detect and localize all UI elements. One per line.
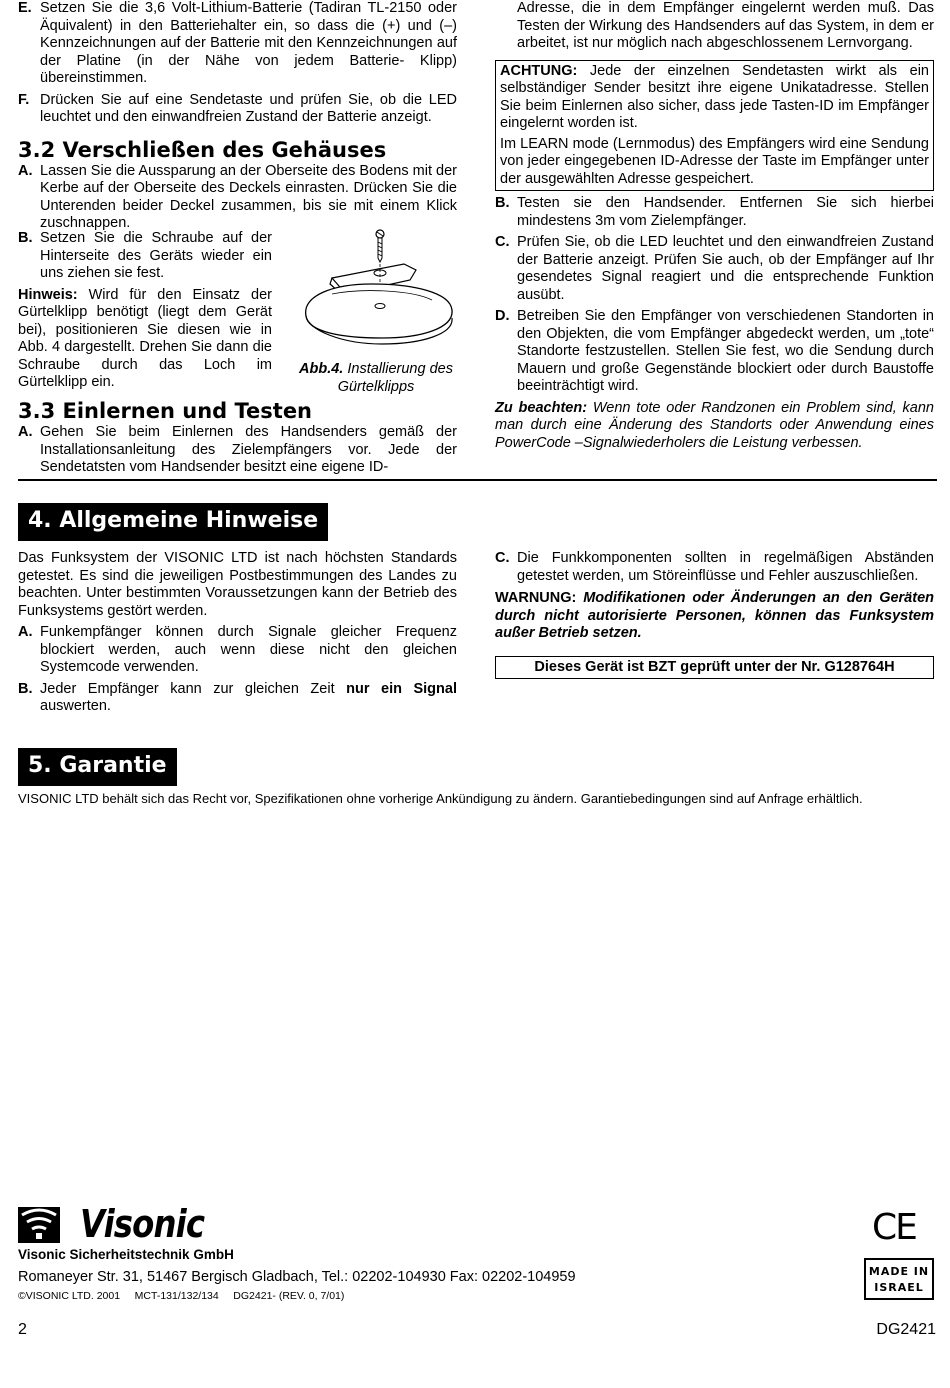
note-label: Zu beachten: [495,399,588,416]
section-4-right [495,550,934,679]
belt-clip-illustration [292,226,460,356]
figure-caption [292,360,460,396]
learn-paragraph: Im LEARN mode (Lernmodus) des Empfängers wird eine Sendung von jeder eingegebenen ID-Adresse der Taste im Empfänger unter der ausgewählten Adresse gespeichert. [500,135,929,187]
figure-caption-label: Abb.4. [299,361,344,377]
step-e [18,0,457,88]
warnung-label: WARNUNG: [495,590,577,606]
section-4-intro: Das Funksystem der VISONIC LTD ist nach höchsten Standards getestet. Es sind die jeweiligen Postbestimmungen des Landes zu beachten. Unter bestimmten Voraussetzungen kann der Betrieb des Funksystems gestört werden. [18,550,457,619]
hinweis-note [18,287,272,392]
visonic-logo-mark [18,1207,80,1243]
achtung-text: Jede der einzelnen Sendetasten wirkt als ein selbständiger Sender besitzt ihre eigene Unikatadresse. Stellen Sie beim Einlernen also sicher, dass jede Tasten-ID im Empfänger eingelernt worden ist. [500,62,929,131]
figure-4 [292,226,460,396]
made-in-line: MADE IN [868,1265,930,1278]
step-text-pre: Jeder Empfänger kann zur gleichen Zeit [40,680,347,697]
step-c [495,234,934,304]
achtung-paragraph [500,63,929,133]
step-text: Testen sie den Handsender. Entfernen Sie sich hierbei mindestens 3m vom Zielempfänger. [517,195,934,229]
note-paragraph [495,400,934,453]
step-text: Funkempfänger können durch Signale gleicher Frequenz blockiert werden, auch wenn diese nicht den gleichen Systemcode verwenden. [40,624,457,675]
step-text: Setzen Sie die Schraube auf der Hinterseite des Geräts wieder ein uns ziehen sie fest. [40,230,272,281]
step-letter: F. [18,91,30,108]
step-b [495,195,934,230]
step-text: Gehen Sie beim Einlernen des Handsenders gemäß der Installationsanleitung des Zielempfängers vor. Jede der Sendetatsten vom Handsender besitzt eine eigene ID- [40,424,457,475]
hinweis-label: Hinweis: [18,286,78,303]
company-name: Visonic Sicherheitstechnik GmbH [18,1247,234,1262]
section-4-item-a [18,624,457,677]
step-text: Setzen Sie die 3,6 Volt-Lithium-Batterie (Tadiran TL-2150 oder Äquivalent) in den Batteriehalter ein, so dass die (+) und (–) Kennzeichnungen auf der Batterie mit den Kennzeichnungen auf der Platine (in der Nähe von jedem Batterie- Klipp) übereinstimmen. [40,0,457,86]
bzt-approval-box: Dieses Gerät ist BZT geprüft unter der Nr. G128764H [495,656,934,679]
ce-mark: CE [872,1207,916,1248]
step-letter: A. [18,624,33,640]
step-3-3-a [18,424,457,477]
step-text: Drücken Sie auf eine Sendetaste und prüfen Sie, ob die LED leuchtet und den einwandfreien Zustand der Batterie anzeigt. [40,91,457,125]
left-top-column [18,0,457,233]
continuation-text-content: Adresse, die in dem Empfänger eingelernt werden muß. Das Testen der Wirkung des Handsenders auf das System, in dem er arbeitet, ist nur möglich nach abgeschlossenem Lernvorgang. [517,0,934,51]
warnung-paragraph [495,590,934,643]
section-3-3-title: 3.3 Einlernen und Testen [18,399,313,423]
right-top-column [495,0,934,452]
hinweis-text: Wird für den Einsatz der Gürtelklipp benötigt (liegt dem Gerät bei), positionieren Sie diesen wie in Abb. 4 dargestellt. Drehen Sie dann die Schraube durch das Loch im Gürtelklipp ein. [18,286,272,390]
section-5-text: VISONIC LTD behält sich das Recht vor, Spezifikationen ohne vorherige Ankündigung zu ändern. Garantiebedingungen sind auf Anfrage erhältlich. [18,791,863,806]
page-number: 2 [18,1321,27,1338]
step-f [18,92,457,127]
achtung-box [495,60,934,192]
section-4-item-c [495,550,934,585]
warnung-text: Modifikationen oder Änderungen an den Geräten durch nicht autorisierte Personen, können das Funksystem außer Betrieb setzen. [495,590,934,641]
achtung-label: ACHTUNG: [500,62,578,79]
section-divider [18,479,937,481]
step-letter: B. [18,680,33,697]
step-text: Lassen Sie die Aussparung an der Oberseite des Bodens mit der Kerbe auf der Oberseite des Deckels einrasten. Drücken Sie die Unterenden beider Deckel zusammen, bis sie mit einem Klick zuschnappen. [40,162,457,231]
step-letter: C. [495,550,510,566]
step-letter: C. [495,234,510,250]
step-letter: D. [495,308,510,324]
visonic-logo-text: Visonic [80,1202,205,1246]
section-4-item-b [18,681,457,716]
figure-caption-text: Installierung des Gürtelklipps [337,361,453,395]
step-3-2-b-block [18,230,272,392]
step-3-2-b [18,230,272,283]
made-in-israel-badge [864,1258,934,1300]
step-text: Betreiben Sie den Empfänger von verschiedenen Standorten in den Objekten, die vom Empfänger abgedeckt werden, um „tote“ Standorte festzustellen. Stellen Sie fest, wo die Sendung durch Mauern und große Gegenstände blockiert oder durch Baustoffe beeinträchtigt wird. [517,308,934,394]
document-id: DG2421 [876,1321,936,1338]
step-d [495,308,934,396]
section-4-left [18,550,457,716]
section-3-2-title: 3.2 Verschließen des Gehäuses [18,137,387,162]
step-letter: B. [18,230,33,246]
step-letter: B. [495,195,510,211]
step-text-bold: nur ein Signal [346,680,457,697]
step-3-2-a [18,163,457,233]
section-4-heading: 4. Allgemeine Hinweise [18,503,328,541]
note-text: Wenn tote oder Randzonen ein Problem sind, kann man durch eine Änderung des Standorts oder Anwendung eines PowerCode –Signalwiederholers die Leistung verbessen. [495,399,935,451]
continuation-text [495,0,934,53]
step-letter: E. [18,0,32,16]
step-text-post: auswerten. [40,698,111,714]
section-5-heading: 5. Garantie [18,748,177,786]
israel-line: ISRAEL [874,1281,924,1294]
section-3-3-block [18,398,457,477]
visonic-logo [18,1202,218,1246]
step-text: Prüfen Sie, ob die LED leuchtet und den einwandfreien Zustand der Batterie anzeigt. Prüfen Sie auch, ob der Empfänger auf Ihr gesendetes Signal reagiert und die entsprechende Funktion ausübt. [517,234,934,303]
company-address: Romaneyer Str. 31, 51467 Bergisch Gladbach, Tel.: 02202-104930 Fax: 02202-104959 [18,1269,576,1285]
step-letter: A. [18,424,33,440]
step-letter: A. [18,162,33,179]
copyright-line: ©VISONIC LTD. 2001 MCT-131/132/134 DG2421- (REV. 0, 7/01) [18,1290,345,1302]
step-text: Die Funkkomponenten sollten in regelmäßigen Abständen getestet werden, um Störeinflüsse und Fehler auszuschließen. [517,550,934,584]
